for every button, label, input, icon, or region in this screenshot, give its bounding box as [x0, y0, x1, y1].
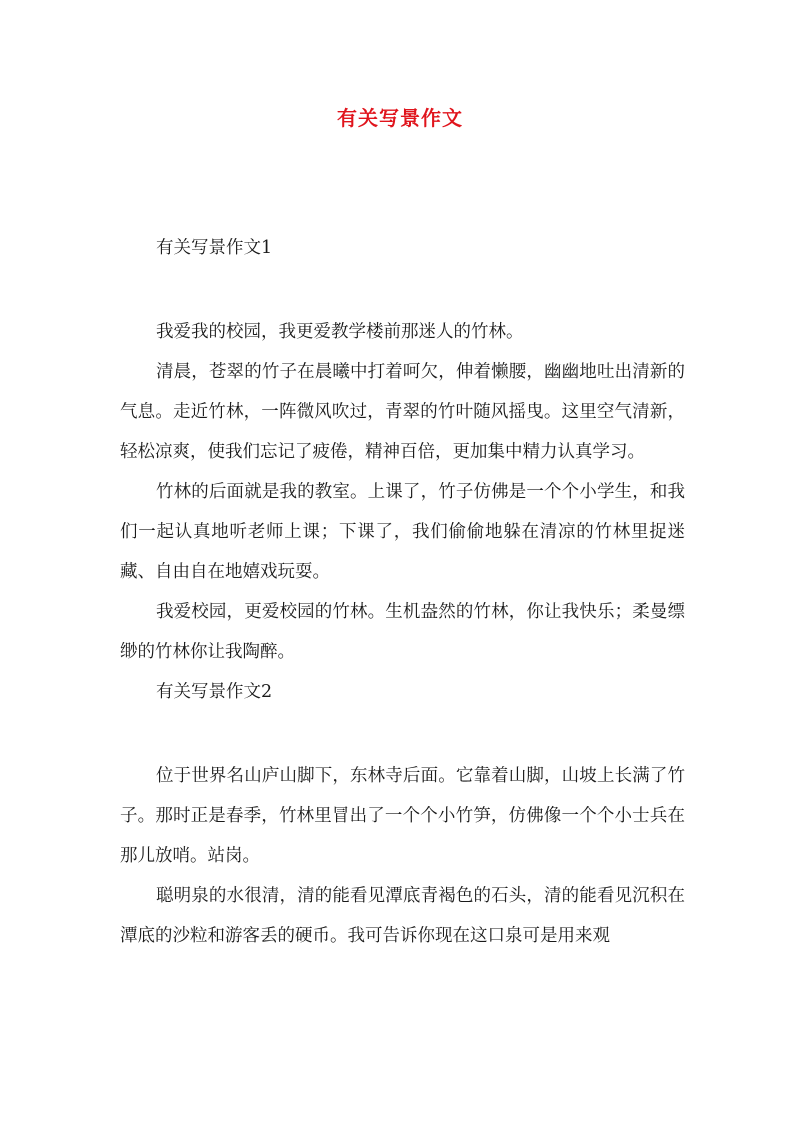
- paragraph: 我爱我的校园，我更爱教学楼前那迷人的竹林。: [156, 322, 524, 342]
- paragraph: 竹林的后面就是我的教室。上课了，竹子仿佛是一个个小学生，和我们一起认真地听老师上课；下课了，我们偷偷地躲在清凉的竹林里捉迷藏、自由自在地嬉戏玩耍。: [120, 482, 685, 582]
- paragraph: 位于世界名山庐山脚下，东林寺后面。它靠着山脚，山坡上长满了竹子。那时正是春季，竹林里冒出了一个个小竹笋，仿佛像一个个小士兵在那儿放哨。站岗。: [120, 766, 685, 866]
- section-heading-2: 有关写景作文2: [156, 682, 273, 702]
- section-heading-1: 有关写景作文1: [156, 238, 273, 258]
- spacer: [120, 268, 685, 312]
- document-body: [120, 228, 685, 956]
- paragraph: 我爱校园，更爱校园的竹林。生机盎然的竹林，你让我快乐；柔曼缥缈的竹林你让我陶醉。: [120, 602, 685, 662]
- paragraph: 清晨，苍翠的竹子在晨曦中打着呵欠，伸着懒腰，幽幽地吐出清新的气息。走近竹林，一阵微风吹过，青翠的竹叶随风摇曳。这里空气清新，轻松凉爽，使我们忘记了疲倦，精神百倍，更加集中精力认真学习。: [120, 362, 685, 462]
- paragraph: 聪明泉的水很清，清的能看见潭底青褐色的石头，清的能看见沉积在潭底的沙粒和游客丢的硬币。我可告诉你现在这口泉可是用来观: [120, 886, 685, 946]
- document-title: 有关写景作文: [337, 106, 463, 130]
- spacer: [120, 712, 685, 756]
